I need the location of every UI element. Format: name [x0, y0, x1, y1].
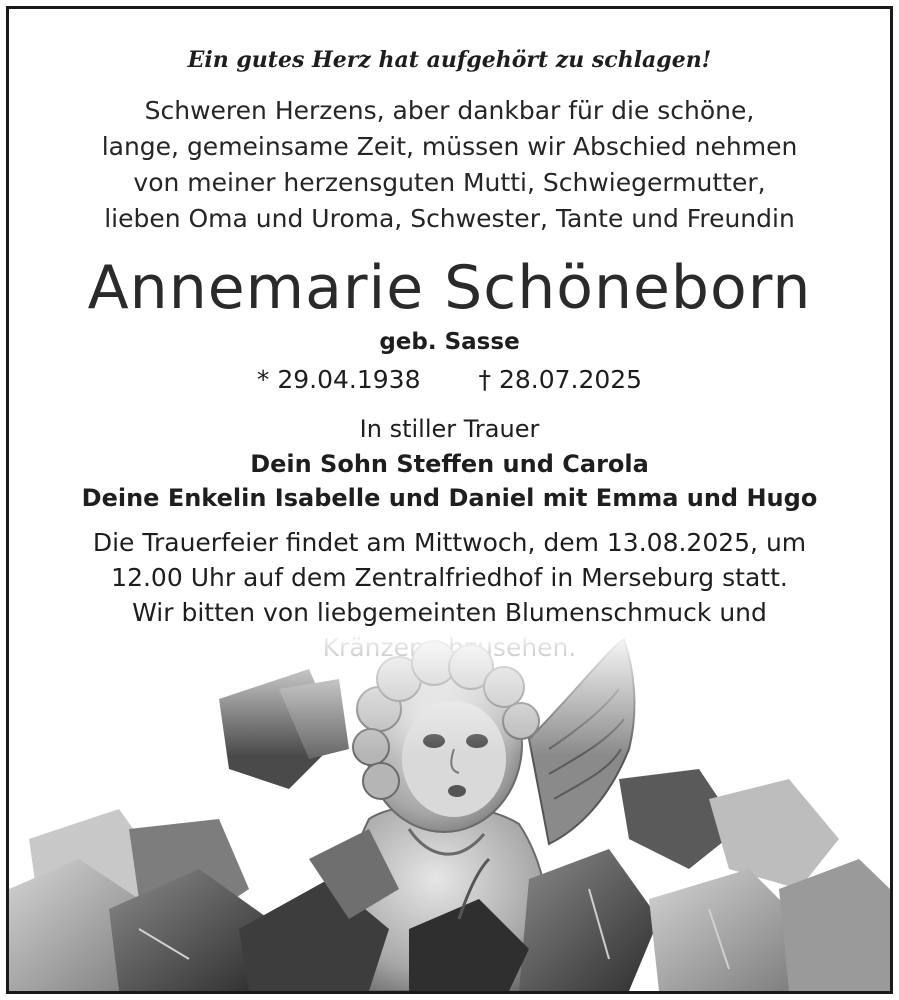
- intro-line: lange, gemeinsame Zeit, müssen wir Abschied nehmen: [101, 132, 798, 161]
- intro-line: lieben Oma und Uroma, Schwester, Tante und Freundin: [104, 204, 795, 233]
- mourning-label: In stiller Trauer: [359, 415, 540, 443]
- birth-date: * 29.04.1938: [256, 365, 421, 394]
- intro-line: Schweren Herzens, aber dankbar für die schöne,: [144, 96, 755, 125]
- life-dates: [9, 365, 890, 394]
- death-date: † 28.07.2025: [478, 365, 643, 394]
- family-line: Deine Enkelin Isabelle und Daniel mit Emma und Hugo: [81, 484, 818, 512]
- intro-text: [9, 93, 890, 237]
- birth-name: geb. Sasse: [379, 329, 520, 355]
- service-line: Die Trauerfeier findet am Mittwoch, dem 13.08.2025, um: [92, 528, 807, 557]
- intro-line: von meiner herzensguten Mutti, Schwiegermutter,: [133, 168, 766, 197]
- obituary-card: [6, 6, 893, 994]
- service-line: Wir bitten von liebgemeinten Blumenschmuck und: [132, 598, 767, 627]
- deceased-name: Annemarie Schöneborn: [87, 253, 812, 323]
- family-line: Dein Sohn Steffen und Carola: [250, 450, 649, 478]
- motto-heading: Ein gutes Herz hat aufgehört zu schlagen!: [187, 47, 712, 73]
- service-line: 12.00 Uhr auf dem Zentralfriedhof in Merseburg statt.: [111, 563, 788, 592]
- angel-photo: [9, 629, 890, 991]
